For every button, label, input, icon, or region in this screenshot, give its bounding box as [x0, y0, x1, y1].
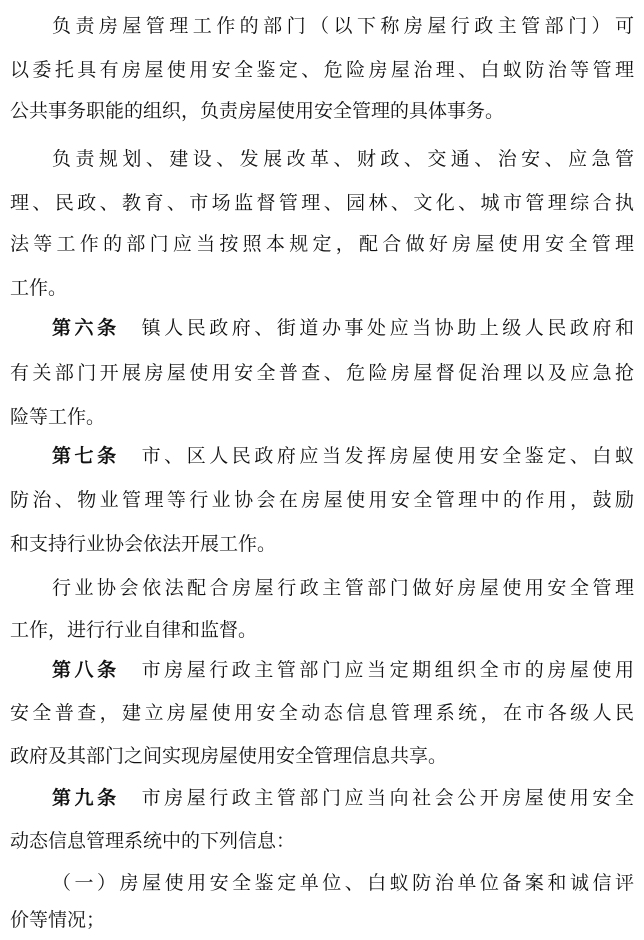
paragraph-line: 公共事务职能的组织，负责房屋使用安全管理的具体事务。 — [10, 100, 505, 122]
article-heading: 第八条 — [52, 659, 120, 681]
paragraph-line: （一）房屋使用安全鉴定单位、白蚁防治单位备案和诚信评 — [52, 872, 634, 894]
article-line — [52, 652, 634, 688]
paragraph-line: 工作，进行行业自律和监督。 — [10, 619, 258, 641]
article-line — [52, 780, 634, 816]
paragraph-line: 负责规划、建设、发展改革、财政、交通、治安、应急管 — [52, 148, 634, 170]
article-heading: 第六条 — [52, 317, 120, 339]
article-text: 市房屋行政主管部门应当定期组织全市的房屋使用 — [141, 659, 634, 681]
paragraph-line: 险等工作。 — [10, 406, 106, 428]
article-text: 镇人民政府、街道办事处应当协助上级人民政府和 — [141, 317, 634, 339]
paragraph-line: 安全普查，建立房屋使用安全动态信息管理系统，在市各级人民 — [10, 702, 634, 724]
paragraph-line: 动态信息管理系统中的下列信息： — [10, 830, 296, 852]
paragraph-line: 价等情况； — [10, 909, 106, 931]
paragraph-line: 政府及其部门之间实现房屋使用安全管理信息共享。 — [10, 745, 448, 767]
article-heading: 第七条 — [52, 445, 120, 467]
paragraph-line: 和支持行业协会依法开展工作。 — [10, 533, 277, 555]
article-text: 市房屋行政主管部门应当向社会公开房屋使用安全 — [141, 787, 634, 809]
article-line — [52, 310, 634, 346]
paragraph-line: 以委托具有房屋使用安全鉴定、危险房屋治理、白蚁防治等管理 — [10, 59, 634, 81]
paragraph-line: 工作。 — [10, 277, 68, 299]
paragraph-line: 法等工作的部门应当按照本规定，配合做好房屋使用安全管理 — [10, 233, 634, 255]
paragraph-line: 负责房屋管理工作的部门（以下称房屋行政主管部门）可 — [52, 15, 634, 37]
paragraph-line: 行业协会依法配合房屋行政主管部门做好房屋使用安全管理 — [52, 577, 634, 599]
article-heading: 第九条 — [52, 787, 120, 809]
article-line — [52, 438, 634, 474]
article-text: 市、区人民政府应当发挥房屋使用安全鉴定、白蚁 — [141, 445, 634, 467]
paragraph-line: 有关部门开展房屋使用安全普查、危险房屋督促治理以及应急抢 — [10, 362, 634, 384]
paragraph-line: 理、民政、教育、市场监督管理、园林、文化、城市管理综合执 — [10, 192, 634, 214]
paragraph-line: 防治、物业管理等行业协会在房屋使用安全管理中的作用，鼓励 — [10, 489, 634, 511]
